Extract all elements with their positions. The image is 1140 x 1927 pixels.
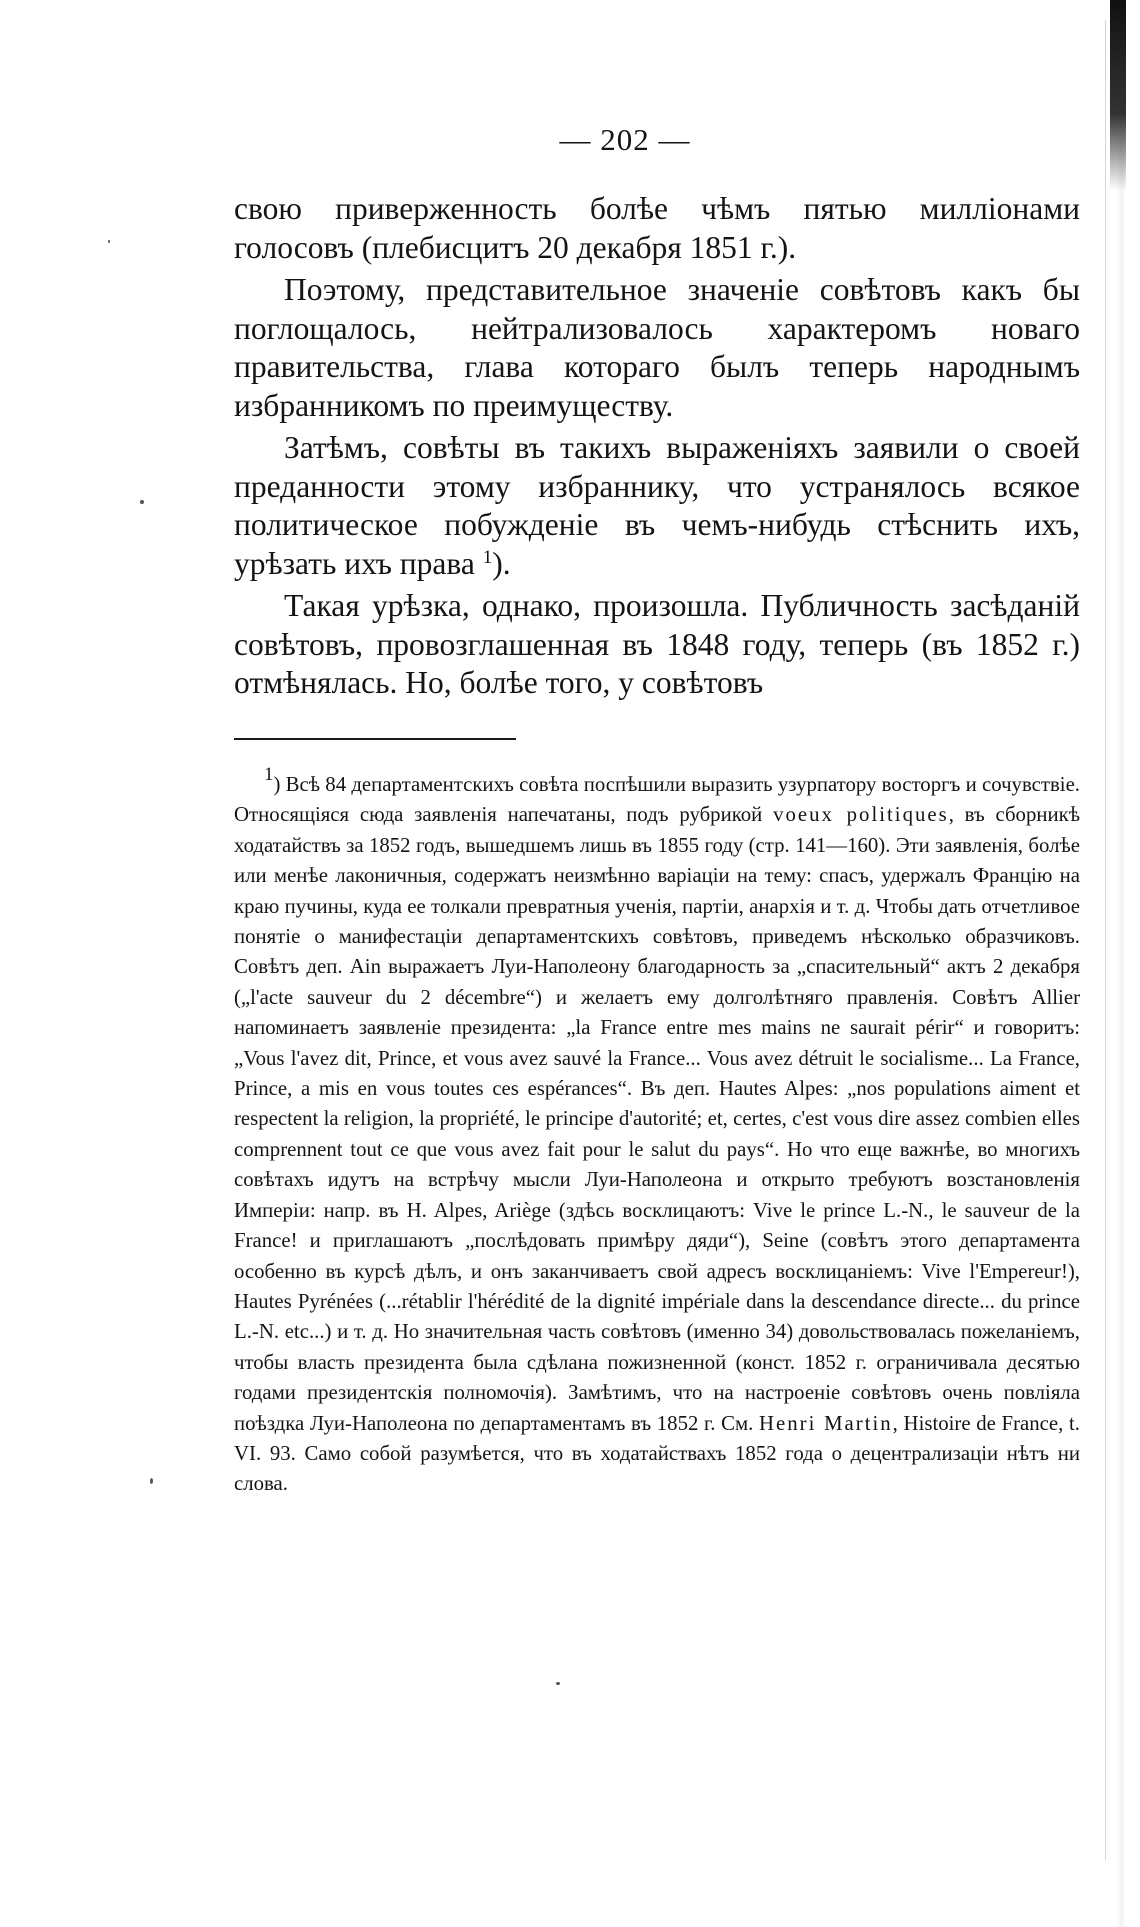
page-edge-shadow (1116, 0, 1140, 1927)
footnote-text-a: ) Всѣ 84 департаментскихъ совѣта поспѣшили выразить узурпатору восторгъ и сочувствіе. Относящіяся сюда заявленія напечатаны, подъ рубрикой (234, 773, 1080, 827)
footnote-marker: 1 (264, 764, 274, 785)
paragraph-3-text: Затѣмъ, совѣты въ такихъ выраженіяхъ заявили о своей преданности этому избраннику, что устранялось всякое политическое побужденіе въ чемъ-нибудь стѣснить ихъ, урѣзать ихъ права (234, 430, 1080, 581)
scan-speck (556, 1682, 560, 1685)
paragraph-3-tail: ). (492, 545, 511, 581)
page-edge-line (1105, 20, 1106, 1860)
footnote-spaced-b: Henri Martin (759, 1411, 893, 1435)
footnote (234, 764, 1081, 1500)
footnote-reference[interactable]: 1 (482, 546, 493, 568)
footnote-text-b: , въ сборникѣ ходатайствъ за 1852 годъ, вышедшемъ лишь въ 1855 году (стр. 141—160). Эти заявленія, болѣе или менѣе лаконичныя, содержатъ неизмѣнно варіаціи на тему: спасъ, удержалъ Францію на краю пучины, куда ее толкали превратныя ученія, партіи, анархія и т. д. Чтобы дать отчетливое понятіе о манифестаціи департаментскихъ совѣтовъ, приведемъ нѣсколько образчиковъ. Совѣтъ деп. Ain выражаетъ Луи-Наполеону благодарность за „спасительный“ актъ 2 декабря („l'acte sauveur du 2 décembre“) и желаетъ ему долголѣтняго правленія. Совѣтъ Allier напоминаетъ заявленіе президента: „la France entre mes mains ne saurait périr“ и говоритъ: „Vous l'avez dit, Prince, et vous avez sauvé la France... Vous avez détruit le socialisme... La France, Prince, a mis en vous toutes ces espérances“. Въ деп. Hautes Alpes: „nos populations aiment et respectent la religion, la propriété, le principe d'autorité; et, certes, c'est vous dire assez combien elles comprennent tout ce que vous avez fait pour le salut du pays“. Но что еще важнѣе, во многихъ совѣтахъ идутъ на встрѣчу мысли Луи-Наполеона и открыто требуютъ возстановленія Имперіи: напр. въ H. Alpes, Ariège (здѣсь восклицаютъ: Vive le prince L.-N., le sauveur de la France! и приглашаютъ „послѣдовать примѣру дяди“), Seine (совѣтъ этого департамента особенно въ курсѣ дѣлъ, и онъ заканчиваетъ свой адресъ восклицаніемъ: Vive l'Empereur!), Hautes Pyrénées (...rétablir l'hérédité de la dignité impériale dans la descendance directe... du prince L.-N. etc...) и т. д. Но значительная часть совѣтовъ (именно 34) довольствовалась пожеланіемъ, чтобы власть президента была сдѣлана пожизненной (конст. 1852 г. ограничивала десятью годами президентскія полномочія). Замѣтимъ, что на настроеніе совѣтовъ очень повліяла поѣздка Луи-Наполеона по департаментамъ въ 1852 г. См. (234, 803, 1081, 1435)
scan-speck (108, 240, 110, 243)
footnote-spaced-a: voeux politiques (773, 803, 949, 827)
paragraph-4: Такая урѣзка, однако, произошла. Публичность засѣданій совѣтовъ, провозглашенная въ 1848 году, теперь (въ 1852 г.) отмѣнялась. Но, болѣе того, у совѣтовъ (234, 588, 1080, 700)
page-number: — 202 — (559, 122, 691, 157)
paragraph-1: свою приверженность болѣе чѣмъ пятью милліонами голосовъ (плебисцитъ 20 декабря 1851 г.). (234, 191, 1080, 265)
footnote-divider (234, 738, 516, 740)
page-edge-dark-mark (1110, 0, 1126, 190)
scan-speck (140, 500, 144, 504)
paragraph-2: Поэтому, представительное значеніе совѣтовъ какъ бы поглощалось, нейтрализовалось характеромъ новаго правительства, глава котораго былъ теперь народнымъ избранникомъ по преимуществу. (234, 272, 1080, 423)
scan-speck (150, 1478, 153, 1484)
footnote-text-c: , Histoire de France, t. VI. 93. Само собой разумѣется, что въ ходатайствахъ 1852 года о децентрализаціи нѣтъ ни слова. (234, 1411, 1080, 1496)
footnote-paragraph (234, 764, 1081, 1500)
paragraph-3 (234, 429, 1080, 583)
main-text (234, 190, 1080, 707)
